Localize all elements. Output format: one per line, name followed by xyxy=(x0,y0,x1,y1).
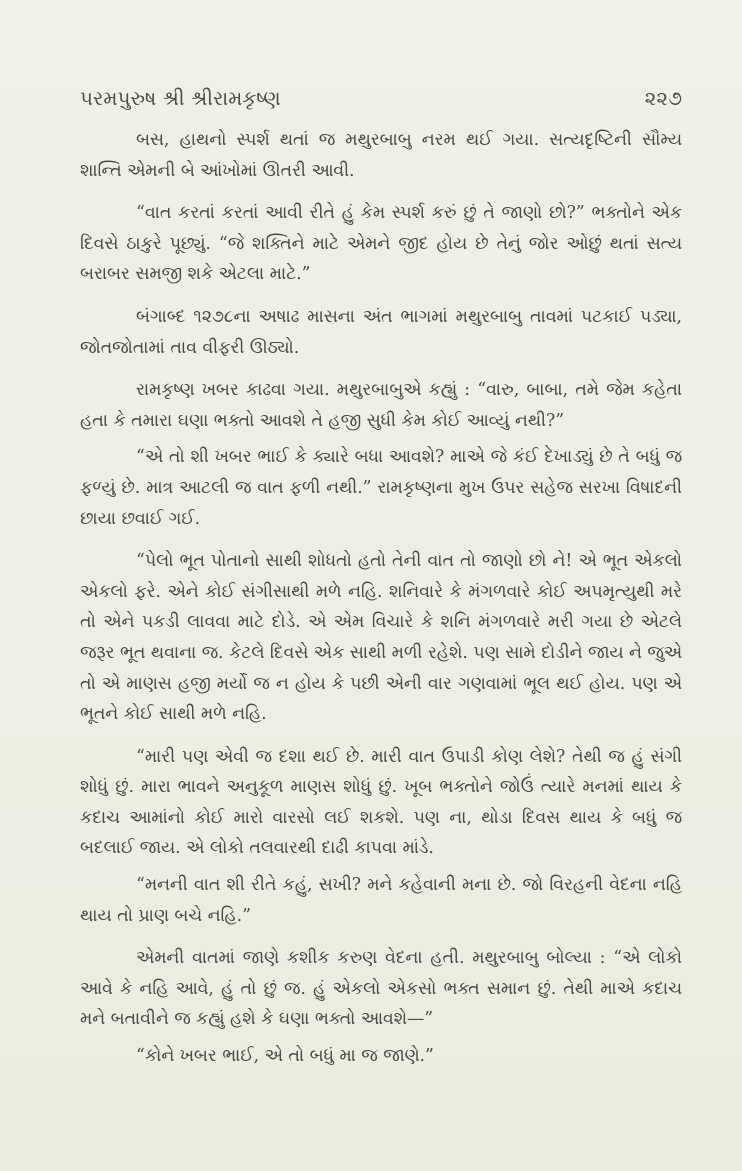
paragraph: “એ તો શી ખબર ભાઈ કે ક્યારે બધા આવશે? માએ જે કંઈ દેખાડ્યું છે તે બધું જ ફળ્યું છે. માત્ર આટલી જ વાત ફળી નથી.” રામકૃષ્ણના મુખ ઉપર સહેજ સરખા વિષાદની છાયા છવાઈ ગઈ. xyxy=(80,447,682,529)
page-header xyxy=(80,78,682,118)
paragraph: “કોને ખબર ભાઈ, એ તો બધું મા જ જાણે.” xyxy=(136,1046,434,1067)
paragraph: “પેલો ભૂત પોતાનો સાથી શોધતો હતો તેની વાત તો જાણો છો ને! એ ભૂત એકલો એકલો ફરે. એને કોઈ સંગીસાથી મળે નહિ. શનિવારે કે મંગળવારે કોઈ અપમૃત્યુથી મરે તો એને પકડી લાવવા માટે દોડે. એ એમ વિચારે કે શનિ મંગળવારે મરી ગયા છે એટલે જરૂર ભૂત થવાના જ. કેટલે દિવસે એક સાથી મળી રહેશે. પણ સામે દોડીને જાય ને જુએ તો એ માણસ હજી મર્યો જ ન હોય કે પછી એની વાર ગણવામાં ભૂલ થઈ હોય. પણ એ ભૂતને કોઈ સાથી મળે નહિ. xyxy=(80,551,682,725)
paragraph: “મનની વાત શી રીતે કહું, સખી? મને કહેવાની મના છે. જો વિરહની વેદના નહિ થાય તો પ્રાણ બચે નહિ.” xyxy=(80,875,682,926)
paragraph: એમની વાતમાં જાણે કશીક કરુણ વેદના હતી. મથુરબાબુ બોલ્યા : “એ લોકો આવે કે નહિ આવે, હું તો છું જ. હું એકલો એકસો ભક્ત સમાન છું. તેથી માએ કદાચ મને બતાવીને જ કહ્યું હશે કે ઘણા ભક્તો આવશે—” xyxy=(80,948,682,1030)
paragraph: રામકૃષ્ણ ખબર કાઢવા ગયા. મથુરબાબુએ કહ્યું : “વારુ, બાબા, તમે જેમ કહેતા હતા કે તમારા ઘણા ભક્તો આવશે તે હજી સુધી કેમ કોઈ આવ્યું નથી?” xyxy=(80,380,682,431)
paragraph: “વાત કરતાં કરતાં આવી રીતે હું કેમ સ્પર્શ કરું છું તે જાણો છો?” ભક્તોને એક દિવસે ઠાકુરે પૂછ્યું. “જે શક્તિને માટે એમને જીદ હોય છે તેનું જોર ઓછું થતાં સત્ય બરાબર સમજી શકે એટલા માટે.” xyxy=(80,203,682,285)
page-number: ૨૨૭ xyxy=(644,86,682,110)
body-text xyxy=(80,125,682,1084)
paragraph: બસ, હાથનો સ્પર્શ થતાં જ મથુરબાબુ નરમ થઈ ગયા. સત્યદૃષ્ટિની સૌમ્ય શાન્તિ એમની બે આંખોમાં ઊતરી આવી. xyxy=(80,130,682,181)
running-title: પરમપુરુષ શ્રી શ્રીરામકૃષ્ણ xyxy=(80,86,281,110)
paragraph: “મારી પણ એવી જ દશા થઈ છે. મારી વાત ઉપાડી કોણ લેશે? તેથી જ હું સંગી શોધું છું. મારા ભાવને અનુકૂળ માણસ શોધું છું. ખૂબ ભક્તોને જોઉં ત્યારે મનમાં થાય કે કદાચ આમાંનો કોઈ મારો વારસો લઈ શકશે. પણ ના, થોડા દિવસ થાય કે બધું જ બદલાઈ જાય. એ લોકો તલવારથી દાઢી કાપવા માંડે. xyxy=(80,746,682,859)
paragraph: બંગાબ્દ ૧૨૭૮ના અષાઢ માસના અંત ભાગમાં મથુરબાબુ તાવમાં પટકાઈ પડ્યા, જોતજોતામાં તાવ વીફરી ઊઠ્યો. xyxy=(80,306,682,358)
